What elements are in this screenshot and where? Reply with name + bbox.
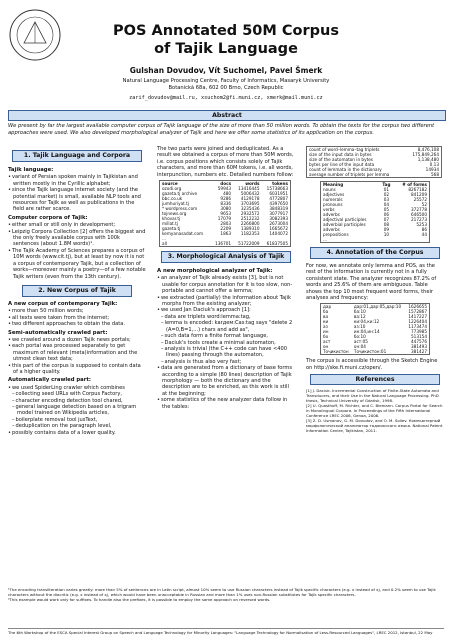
table-cell: adverbs xyxy=(323,212,340,217)
table-cell: 13416445 xyxy=(238,186,260,192)
list-subitem: – analysis is thus also very fast; xyxy=(162,359,295,365)
table-cell: average number of triplets per lemma xyxy=(309,172,390,177)
table-cell: 07 xyxy=(383,217,390,222)
list-subitem: – such data form a finite format language, xyxy=(162,333,295,339)
table-cell: 0.13 xyxy=(429,162,439,167)
column-header: docs xyxy=(220,181,232,187)
list-item: • some statistics of the new analyzer data follow in the tables: xyxy=(162,397,295,410)
table-cell: 381493 xyxy=(411,344,427,350)
table-cell: pronouns xyxy=(323,202,343,207)
frequency-table xyxy=(320,303,430,355)
title-line-1: POS Annotated 50M Corpus xyxy=(113,23,339,39)
list-subitem: – character encoding detection tool chared, xyxy=(13,398,146,404)
table-cell: 9286 xyxy=(220,196,232,202)
automatic-subheading: Automatically crawled part: xyxy=(8,377,92,384)
table-cell: 9653 xyxy=(220,211,232,217)
corpus-intro-text: The two parts were joined and deduplicated. As a result we obtained a corpus of more than 50M words, i.e. corpus positions which consists solely of Tajik characters, and more than 60M tokens, i.e. all words, interpunction, numbers etc. Detailed numbers follow: xyxy=(157,146,294,178)
list-subitem: – lemma is encoded: karдем:Cas:tag says "delete 2 (A=0,B=1,...) chars and add as", xyxy=(162,320,295,333)
list-item: • variant of Persian spoken mainly in Tajikistan and written mostly in the Cyrillic alphabet; xyxy=(13,174,146,187)
table-cell: size of the automaton in bytes xyxy=(309,157,373,162)
table-cell: 2512232 xyxy=(240,216,260,222)
table-cell: бо xyxy=(323,334,329,340)
table-cell: 5006432 xyxy=(240,191,260,197)
table-cell: 773985 xyxy=(411,329,427,335)
table-cell: numerals xyxy=(323,197,343,202)
list-subitem: – deduplication on the paragraph level, xyxy=(13,423,146,429)
table-cell: 8267182 xyxy=(408,187,427,192)
column-header: tokens xyxy=(272,181,288,187)
table-cell: tojnews.org xyxy=(162,211,187,217)
list-item: • more than 50 million words; xyxy=(13,308,146,314)
affiliation-line-1: Natural Language Processing Centre, Faculty of Informatics, Masaryk University xyxy=(122,78,330,84)
table-cell: 3077917 xyxy=(269,211,288,217)
table-cell: 8336 xyxy=(220,201,232,207)
automatic-list xyxy=(8,385,146,436)
table-cell: 1417227 xyxy=(408,314,427,320)
table-cell: 4129178 xyxy=(240,196,260,202)
table-cell: adjectival participles xyxy=(323,217,367,222)
table-cell: 6031951 xyxy=(269,191,288,197)
analyzer-stats-table xyxy=(306,146,442,178)
table-cell: аст:05 xyxy=(353,339,368,345)
table-cell: 61837505 xyxy=(266,241,288,247)
reference-item: [1] J. Daciuk. Incremental Construction of Finite-State Automata and Transducers, and their Use in the Natural Language Processing. PhD thesis, Technical University of Gdańsk, 1998. xyxy=(306,388,439,404)
table-cell: 2673004 xyxy=(269,221,288,227)
table-cell: 1626655 xyxy=(408,304,427,310)
table-cell: 4397650 xyxy=(269,201,288,207)
table-cell: 2266800 xyxy=(240,221,260,227)
list-subitem: – boilerplate removal tool jusText, xyxy=(13,417,146,423)
table-cell: 1572867 xyxy=(408,309,427,315)
affiliation-line-2: Botanická 68a, 602 00 Brno, Czech Republic xyxy=(168,85,284,91)
table-row xyxy=(160,231,291,236)
table-cell: 568 xyxy=(431,172,439,177)
footnote-1: ¹The encoding transliteration varies greatly: more than 5% of sentences are in Latin script, almost 10% seem to use Russian characters instead of Tajik specific characters (e.g. х instead of ҳ), and 0.2% seem to use Tajik characters without the diacritic (e.g. х instead of ҳ), which would have been unacceptable in Russian and more than 1% uses non-Russian substitutes for Tajik specific characters. xyxy=(8,587,436,597)
list-subitem: – Daciuk's tools create a minimal automaton, xyxy=(162,340,295,346)
table-cell: ва xyxy=(323,314,329,320)
table-cell: 646500 xyxy=(411,212,427,217)
table-cell: 15738663 xyxy=(266,186,288,192)
table-cell: 44 xyxy=(421,232,427,237)
references-list xyxy=(306,388,444,433)
table-cell: 1182353 xyxy=(240,231,260,237)
table-cell: ин xyxy=(323,329,329,335)
table-row xyxy=(307,172,442,178)
table-cell: 17079 xyxy=(217,216,232,222)
reference-item: [2] U. Quasthoff, M. Richter, and C. Biemann. Corpus Portal for Search in Monolingual Corpora. In Proceedings of the Fifth International Conference LREC 2006, Genoa, 2006. xyxy=(306,403,443,419)
table-cell: 3703695 xyxy=(240,201,260,207)
table-cell: 52 xyxy=(421,202,427,207)
table-cell: 5253 xyxy=(416,222,427,227)
computer-corpora-list xyxy=(8,222,146,280)
table-cell: ба xyxy=(323,309,329,315)
table-cell: size of the input data in bytes xyxy=(309,152,372,157)
list-item: • possibly contains data of a lower quality. xyxy=(13,430,146,436)
table-cell: дар xyxy=(323,304,332,310)
table-cell: 10 xyxy=(383,232,390,237)
table-cell: 480 xyxy=(223,191,232,197)
list-subitem: – general language detection based on a trigram model trained on Wikipedia articles, xyxy=(13,404,146,417)
poster-title xyxy=(0,22,452,58)
table-cell: gazeta.tj archive xyxy=(162,191,198,197)
table-cell: bbc.co.uk xyxy=(162,196,183,202)
column-header: Meaning xyxy=(323,182,344,187)
list-item: • this part of the corpus is supposed to contain data of a higher quality. xyxy=(13,363,146,376)
table-cell: 08 xyxy=(383,222,390,227)
tajik-language-list xyxy=(8,174,146,212)
table-row xyxy=(321,237,430,243)
table-cell: 372778 xyxy=(411,207,427,212)
table-cell: 3082393 xyxy=(269,216,288,222)
tag-table xyxy=(320,181,430,243)
table-cell: он:04 xyxy=(353,344,366,350)
table-cell: 01 xyxy=(383,187,390,192)
table-cell: count of lemmata in the dictionary xyxy=(309,167,382,172)
column-header: # of forms xyxy=(402,182,427,187)
table-cell: * wordpress.com xyxy=(162,206,198,212)
list-item: • two different approaches to obtain the data. xyxy=(13,321,146,327)
semi-automatic-list xyxy=(8,337,146,375)
authors: Gulshan Dovudov, Vít Suchomel, Pavel Šmerk xyxy=(129,66,323,75)
table-cell: дар:01,дар:05,дар:10 xyxy=(353,304,402,310)
table-cell: 1173474 xyxy=(408,324,427,330)
table-cell: adverbs xyxy=(323,227,340,232)
table-cell: 1665672 xyxy=(269,226,288,232)
table-cell: ба:10 xyxy=(353,309,366,315)
table-cell: бо:10 xyxy=(353,334,366,340)
table-cell: 447576 xyxy=(411,339,427,345)
table-cell: 513154 xyxy=(411,334,427,340)
column-header: words xyxy=(245,181,260,187)
column-header: source xyxy=(162,181,178,187)
table-cell: 02 xyxy=(383,192,390,197)
table-cell: 2209 xyxy=(220,226,232,232)
table-cell xyxy=(379,237,394,243)
tajik-language-subheading: Tajik language: xyxy=(8,167,54,173)
table-cell: millat.tj xyxy=(162,221,178,227)
table-cell: 1,138,480 xyxy=(417,157,439,162)
table-cell: 05 xyxy=(383,207,390,212)
section-4-heading: 4. Annotation of the Corpus xyxy=(310,247,440,259)
list-item: • an analyzer of Tajik already exists [3], but is not usable for corpus annotation for it is too slow, non-portable and cannot offer a lemma; xyxy=(162,275,295,294)
page-footer: The 6th Workshop of the ESCA Special Interest Group on Speech and Language Technology for Minority Languages: "Language Technology for Normalisation of Less-Resourced Languages", LREC 2012, Istanbul, 22 May xyxy=(8,628,444,635)
table-cell: аз:10 xyxy=(353,324,366,330)
table-cell: 4772807 xyxy=(269,196,288,202)
table-cell: аст xyxy=(323,339,331,345)
table-cell: 175,849,264 xyxy=(412,152,439,157)
affiliation xyxy=(0,78,452,92)
title-line-2: of Tajik Language xyxy=(154,41,298,57)
table-cell: 8,476,108 xyxy=(417,147,439,152)
table-cell xyxy=(394,237,430,243)
references-heading: References xyxy=(310,374,440,385)
list-subitem: – collecting seed URLs with Corpus Factory, xyxy=(13,391,146,397)
sketch-engine-text: The corpus is accessible through the Sketch Engine on http://ske.fi.muni.cz/open/. xyxy=(306,358,438,371)
column-header: Tag xyxy=(382,182,391,187)
table-cell: khovar.tj xyxy=(162,216,181,222)
table-row xyxy=(160,241,291,247)
table-cell: 136701 xyxy=(215,241,232,247)
abstract-heading: Abstract xyxy=(8,110,446,121)
semi-automatic-subheading: Semi-automatically crawled part: xyxy=(8,329,108,336)
table-cell: 217273 xyxy=(411,217,427,222)
table-cell: 51722009 xyxy=(238,241,260,247)
footnotes xyxy=(8,587,444,602)
reference-item: [3] Z. D. Usmanov, G. M. Dovudov, and O. M. Soliev. Компьютерный морфологический анализатор таджикского языка. National Patent Information Centre, Tajikistan, 2011. xyxy=(306,418,443,434)
emails: zarif_dovudov@mail.ru, xsuchom2@fi.muni.cz, xmerk@mail.muni.cz xyxy=(129,95,323,101)
computer-corpora-subheading: Computer corpora of Tajik: xyxy=(8,214,88,221)
analyzer-list xyxy=(157,275,295,410)
analyzer-subheading: A new morphological analyzer of Tajik: xyxy=(157,268,273,275)
table-cell: kemyanasadat.com xyxy=(162,231,204,237)
section-2-heading: 2. New Corpus of Tajik xyxy=(22,285,132,297)
list-item: • The Tajik Academy of Sciences prepares a corpus of 10M words (www.cit.tj), but at least by now it is not a corpus of contemporary Tajik, but a collection of works—moreover mainly a poetry—of a few notable Tajik writers (even from the 13th century). xyxy=(13,248,146,280)
table-cell: 14934 xyxy=(425,167,439,172)
column-3 xyxy=(306,146,444,433)
column-1 xyxy=(8,146,146,438)
section-3-heading: 3. Morphological Analysis of Tajik xyxy=(161,251,291,263)
table-cell: ин:04,ин:14 xyxy=(353,329,380,335)
table-cell: ... xyxy=(323,237,327,242)
list-item: • since the Tajik language internet society (and the potential market) is small, available NLP tools and resources for Tajik as well as publications in the field are rather scarce. xyxy=(13,187,146,213)
list-subitem: – data are triplets word:lemma:tag, xyxy=(162,314,295,320)
table-cell: all xyxy=(162,241,167,247)
table-cell: count of word–lemma–tag triplets xyxy=(309,147,380,152)
abstract-text: We present by far the largest available computer corpus of Tajik language of the size of more than 50 million words. To obtain the texts for the corpus two different approaches were used. We also developed morphological analyzer of Tajik and here we offer some statistics of its application on the corpus. xyxy=(8,123,435,136)
table-cell: ... xyxy=(162,236,166,242)
table-cell: 1404072 xyxy=(269,231,288,237)
table-cell: ва:12 xyxy=(353,314,366,320)
table-cell: ozodi.org xyxy=(162,186,182,192)
table-cell: adverbial participles xyxy=(323,222,366,227)
table-cell: 06 xyxy=(383,212,390,217)
table-cell: 841209 xyxy=(411,192,427,197)
column-2 xyxy=(157,146,295,412)
list-item: • either small or still only in development; xyxy=(13,222,146,228)
table-cell: verbs xyxy=(323,207,335,212)
section-1-heading: 1. Tajik Language and Corpora xyxy=(12,150,142,162)
table-cell: jumhuriyat.tj xyxy=(162,201,189,207)
new-corpus-subheading: A new corpus of contemporary Tajik: xyxy=(8,300,118,307)
list-item: • Leipzig Corpora Collection [2] offers the biggest and the only freely available corpus with 100k sentences (about 1.8M words)¹. xyxy=(13,229,146,248)
footnote-2: ²This example would work only for suffixes. To handle also the prefixes, it is possible to employ the same approach on reversed words. xyxy=(8,597,271,602)
table-cell: 59943 xyxy=(217,186,232,192)
table-cell: 04 xyxy=(383,202,390,207)
table-cell: ки:04,ки:12 xyxy=(353,319,380,325)
table-cell: 2932572 xyxy=(240,211,260,217)
table-cell: adjectives xyxy=(323,192,345,197)
table-cell: Тоҷикистон:01 xyxy=(353,349,387,355)
table-cell: 1389310 xyxy=(240,226,260,232)
table-cell: 3080 xyxy=(220,206,232,212)
table-cell: 86 xyxy=(421,227,427,232)
table-cell: 25572 xyxy=(413,197,427,202)
list-item: • we extracted (partially) the information about Tajik morphs from the existing analyzer; xyxy=(162,295,295,308)
sources-table xyxy=(159,180,291,247)
table-cell: ки xyxy=(323,319,329,325)
list-item: • we used SpiderLing crawler which combines xyxy=(13,385,146,391)
table-cell: prepositions xyxy=(323,232,349,237)
list-item: • data are generated from a dictionary of base forms according to a simple (80 lines) description of Tajik morphology — both the dictionary and the description are to be enriched, as this work is still at the beginning; xyxy=(162,365,295,397)
table-cell: 03 xyxy=(383,197,390,202)
table-cell: bytes per line of the input data xyxy=(309,162,375,167)
table-cell: 381427 xyxy=(411,349,427,355)
table-cell: аз xyxy=(323,324,328,330)
table-cell: 2803 xyxy=(220,221,232,227)
table-cell: nouns xyxy=(323,187,336,192)
annotation-text: For now, we annotate only lemma and POS, as the rest of the information is currently not in a fully consistent state. The analyzer recognizes 87.2% of words and 25.6% of them are ambiguous. Table shows the top 10 most frequent word forms, their analyses and frequency: xyxy=(306,263,437,302)
table-cell: он xyxy=(323,344,329,350)
list-item: • each portal was processed separately to get maximum of relevant (meta)information and the utmost clean text data; xyxy=(13,343,146,362)
table-cell: 1863 xyxy=(220,231,232,237)
table-cell: 1226404 xyxy=(408,319,427,325)
list-item: • we crawled around a dozen Tajik news portals; xyxy=(13,337,146,343)
table-cell: gazeta.tj xyxy=(162,226,181,232)
table-cell: 09 xyxy=(383,227,390,232)
table-cell: 3235436 xyxy=(240,206,260,212)
table-row xyxy=(321,349,430,355)
list-item: • all texts were taken from the internet; xyxy=(13,315,146,321)
new-corpus-list xyxy=(8,308,146,327)
list-item: • we used Jan Daciuk's approach [1]: xyxy=(162,307,295,313)
table-cell: Тоҷикистон xyxy=(323,349,349,355)
list-subitem: – analysis is trivial (the C++ code can have <400 lines) passing through the automaton, xyxy=(162,346,295,359)
table-cell: 3848319 xyxy=(269,206,288,212)
